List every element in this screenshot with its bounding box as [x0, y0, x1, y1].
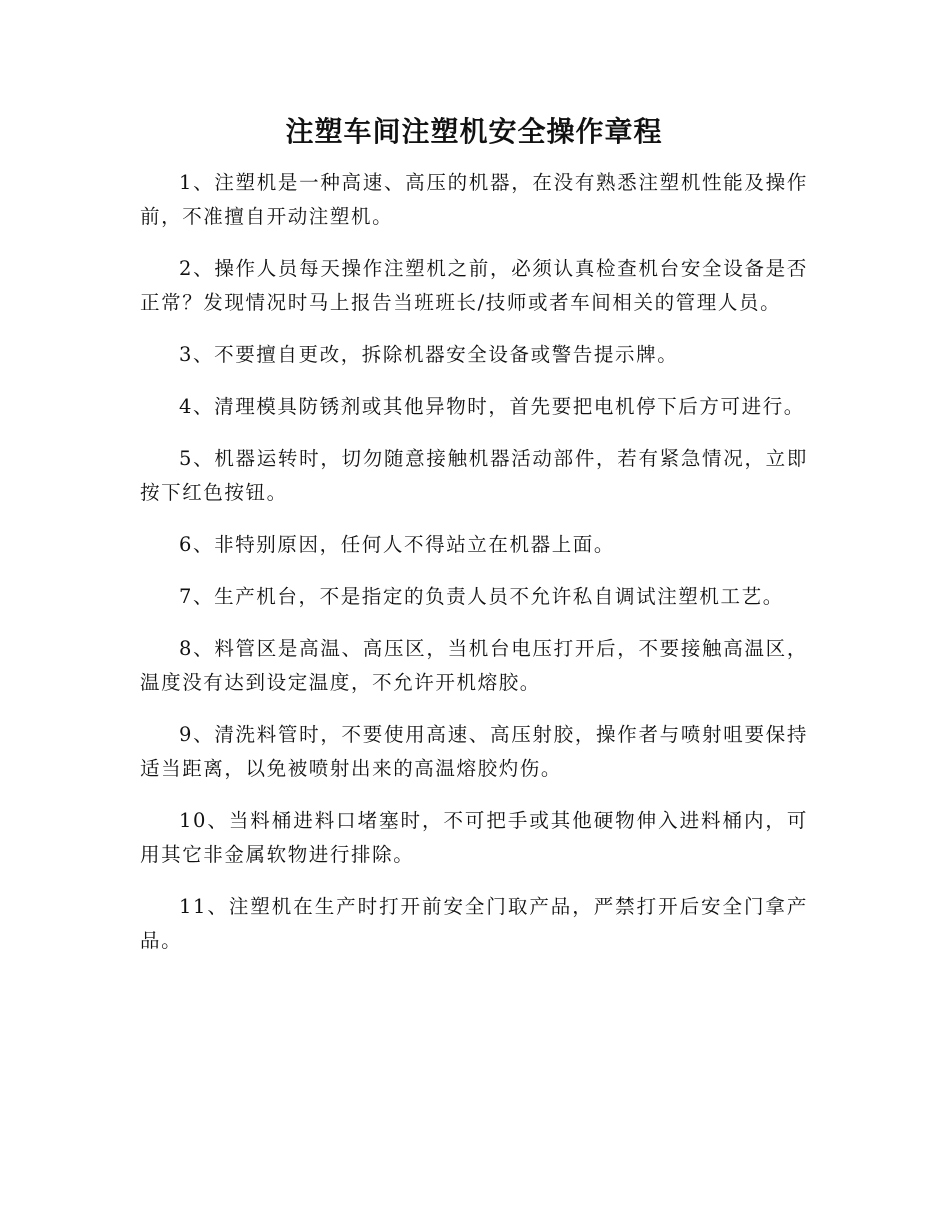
paragraph-2: 2、操作人员每天操作注塑机之前，必须认真检查机台安全设备是否正常？发现情况时马上报告当班班长/技师或者车间相关的管理人员。 — [140, 257, 808, 314]
paragraph-6: 6、非特别原因，任何人不得站立在机器上面。 — [179, 533, 616, 556]
paragraph-11: 11、注塑机在生产时打开前安全门取产品，严禁打开后安全门拿产品。 — [140, 895, 808, 952]
paragraph-4: 4、清理模具防锈剂或其他异物时，首先要把电机停下后方可进行。 — [179, 395, 805, 418]
paragraph-10: 10、当料桶进料口堵塞时，不可把手或其他硬物伸入进料桶内，可用其它非金属软物进行排除。 — [140, 809, 808, 866]
document-page — [140, 112, 808, 976]
paragraph-7: 7、生产机台，不是指定的负责人员不允许私自调试注塑机工艺。 — [179, 585, 784, 608]
paragraph-1: 1、注塑机是一种高速、高压的机器，在没有熟悉注塑机性能及操作前，不准擅自开动注塑机。 — [140, 171, 808, 228]
paragraph-9: 9、清洗料管时，不要使用高速、高压射胶，操作者与喷射咀要保持适当距离，以免被喷射出来的高温熔胶灼伤。 — [140, 723, 808, 780]
paragraph-3: 3、不要擅自更改，拆除机器安全设备或警告提示牌。 — [179, 343, 679, 366]
paragraph-5: 5、机器运转时，切勿随意接触机器活动部件，若有紧急情况，立即按下红色按钮。 — [140, 447, 808, 504]
paragraph-8: 8、料管区是高温、高压区，当机台电压打开后，不要接触高温区，温度没有达到设定温度，不允许开机熔胶。 — [140, 637, 808, 694]
document-title: 注塑车间注塑机安全操作章程 — [285, 115, 663, 148]
